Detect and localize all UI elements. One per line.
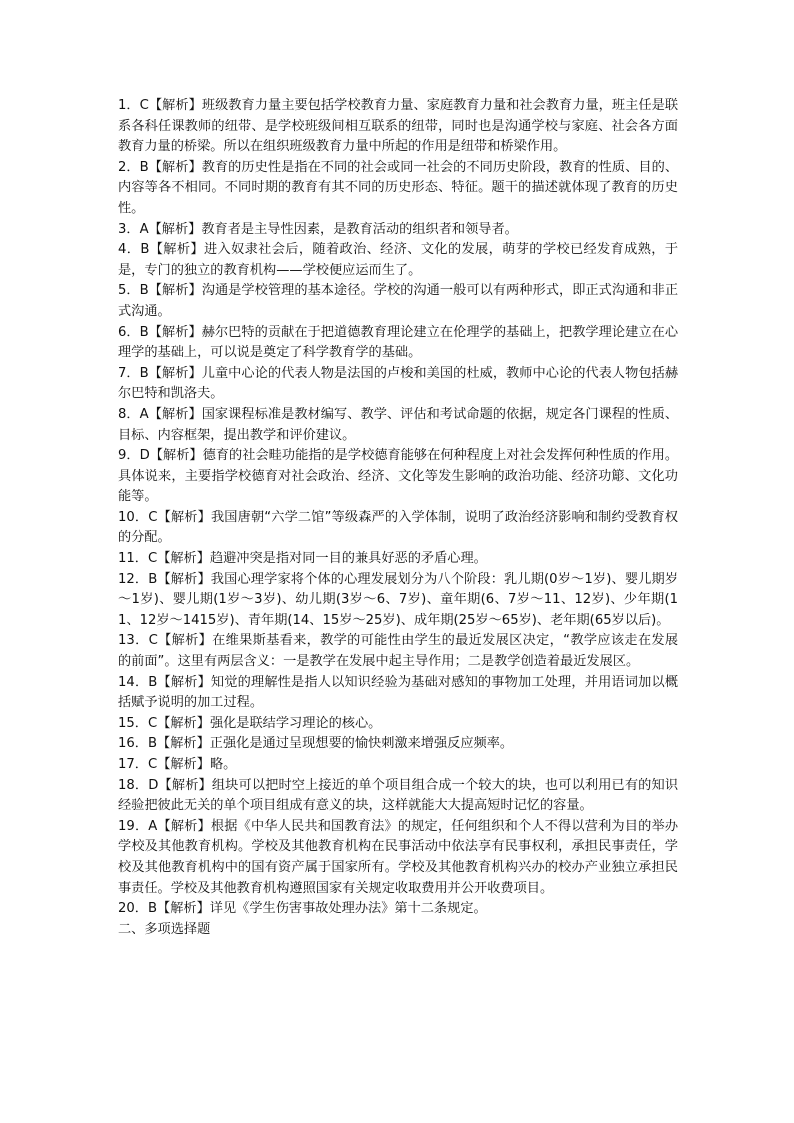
answer-key: B [139,283,149,299]
analysis-text: 强化是联结学习理论的核心。 [209,715,382,731]
answer-number: 16． [118,736,148,752]
analysis-tag: 【解析】 [148,221,202,237]
analysis-text: 国家课程标准是教材编写、教学、评估和考试命题的依据，规定各门课程的性质、目标、内容框架，提出教学和评价建议。 [118,406,679,443]
answer-item [118,549,678,570]
answer-item [118,446,678,508]
answer-number: 7． [118,365,140,381]
answer-key: A [139,406,149,422]
answer-key: B [147,901,158,917]
answer-key: B [148,571,158,587]
analysis-tag: 【解析】 [157,509,211,525]
answer-item [118,673,678,714]
answer-key: A [139,221,149,237]
answer-item [118,776,678,817]
answer-key: B [139,324,149,340]
analysis-tag: 【解析】 [157,757,210,772]
analysis-tag: 【解析】 [149,242,204,258]
analysis-text: 进入奴隶社会后，随着政治、经济、文化的发展，萌芽的学校已经发育成熟，于是，专门的独立的教育机构——学校便应运而生了。 [118,242,679,278]
answer-item [118,405,678,446]
answer-key: B [139,365,149,381]
analysis-tag: 【解析】 [157,715,210,731]
analysis-text: 组块可以把时空上接近的单个项目组合成一个较大的块，也可以利用已有的知识经验把彼此无关的单个项目组成有意义的块，这样就能大大提高短时记忆的容量。 [118,777,679,814]
answer-item [118,714,678,735]
answer-item [118,817,678,899]
answer-item [118,734,678,755]
analysis-text: 略。 [209,757,237,772]
answer-key: D [139,448,150,464]
analysis-text: 教育的历史性是指在不同的社会或同一社会的不同历史阶段，教育的性质、目的、内容等各不相同。不同时期的教育有其不同的历史形态、特征。题干的描述就体现了教育的历史性。 [118,159,679,216]
answer-key: C [139,98,149,113]
answer-key: A [148,818,158,834]
answer-number: 17． [118,757,148,772]
answer-number: 19． [118,818,149,834]
analysis-tag: 【解析】 [157,818,211,834]
answer-number: 4． [118,242,141,258]
analysis-text: 教育者是主导性因素，是教育活动的组织者和领导者。 [201,221,518,237]
analysis-text: 我国唐朝“六学二馆”等级森严的入学体制，说明了政治经济影响和制约受教育权的分配。 [118,509,679,546]
answer-key: C [147,757,158,772]
analysis-text: 趋避冲突是指对同一目的兼具好恶的矛盾心理。 [209,551,487,567]
answer-item [118,96,678,158]
answer-item [118,220,678,241]
answer-key: B [140,242,150,258]
analysis-text: 根据《中华人民共和国教育法》的规定，任何组织和个人不得以营利为目的举办学校及其他教育机构。学校及其他教育机构在民事活动中依法享有民事权利，承担民事责任，学校及其他教育机构中的国有资产属于国家所有。学校及其他教育机构兴办的校办产业独立承担民事责任。学校及其他教育机构遵照国家有关规定收取费用并公开收费项目。 [118,818,679,896]
answer-key: C [147,551,158,567]
answer-list [118,96,678,920]
answer-item [118,508,678,549]
analysis-tag: 【解析】 [157,633,213,649]
answer-number: 20． [118,901,148,917]
analysis-text: 知觉的理解性是指人以知识经验为基础对感知的事物加工处理，并用语词加以概括赋予说明的加工过程。 [118,674,679,711]
answer-key: B [148,674,158,690]
analysis-text: 班级教育力量主要包括学校教育力量、家庭教育力量和社会教育力量，班主任是联系各科任课教师的纽带、是学校班级间相互联系的纽带，同时也是沟通学校与家庭、社会各方面教育力量的桥梁。所以在组织班级教育力量中所起的作用是纽带和桥梁作用。 [118,98,679,155]
analysis-text: 在维果斯基看来，教学的可能性由学生的最近发展区决定，“教学应该走在发展的前面”。这里有两层含义：一是教学在发展中起主导作用；二是教学创造着最近发展区。 [118,633,679,670]
section-heading: 二、多项选择题 [118,921,211,937]
answer-key: B [147,736,158,752]
answer-number: 13． [118,633,149,649]
analysis-text: 儿童中心论的代表人物是法国的卢梭和美国的杜威，教师中心论的代表人物包括赫尔巴特和凯洛夫。 [118,365,679,402]
answer-number: 8． [118,406,140,422]
analysis-tag: 【解析】 [157,571,211,587]
analysis-text: 我国心理学家将个体的心理发展划分为八个阶段：乳儿期(0岁～1岁)、婴儿期岁～1岁)、婴儿期(1岁～3岁)、幼儿期(3岁～6、7岁)、童年期(6、7岁～11、12岁)、少年期(11、12岁～1415岁)、青年期(14、15岁～25岁)、成年期(25岁～65岁)、老年期(65岁以后)。 [118,571,679,628]
analysis-text: 赫尔巴特的贡献在于把道德教育理论建立在伦理学的基础上，把教学理论建立在心理学的基础上，可以说是奠定了科学教育学的基础。 [118,324,679,361]
analysis-text: 正强化是通过呈现想要的愉快刺激来增强反应频率。 [209,736,514,752]
answer-key: C [147,715,158,731]
answer-item [118,570,678,632]
answer-number: 10． [118,509,149,525]
analysis-tag: 【解析】 [148,365,202,381]
analysis-tag: 【解析】 [148,98,202,113]
answer-number: 6． [118,324,140,340]
answer-key: C [148,633,158,649]
answer-key: B [139,159,149,175]
answer-number: 14． [118,674,149,690]
analysis-tag: 【解析】 [158,777,212,793]
analysis-tag: 【解析】 [149,448,203,464]
answer-number: 5． [118,283,140,299]
answer-number: 2． [118,159,140,175]
analysis-tag: 【解析】 [148,406,202,422]
analysis-text: 沟通是学校管理的基本途径。学校的沟通一般可以有两种形式，即正式沟通和非正式沟通。 [118,283,679,319]
answer-number: 15． [118,715,148,731]
answer-item [118,899,678,920]
analysis-tag: 【解析】 [148,324,202,340]
answer-item [118,364,678,405]
analysis-text: 德育的社会畦功能指的是学校德育能够在何种程度上对社会发挥何种性质的作用。具体说来，主要指学校德育对社会政治、经济、文化等发生影响的政治功能、经济功簓、文化功能等。 [118,448,679,505]
analysis-text: 详见《学生伤害事故处理办法》第十二条规定。 [209,901,487,917]
analysis-tag: 【解析】 [148,283,202,299]
answer-item [118,158,678,220]
analysis-tag: 【解析】 [157,901,210,917]
analysis-tag: 【解析】 [157,674,211,690]
analysis-tag: 【解析】 [157,736,210,752]
answer-key: D [148,777,159,793]
answer-number: 3． [118,221,140,237]
answer-item [118,281,678,322]
answer-number: 12． [118,571,149,587]
document-page [118,96,678,940]
answer-number: 9． [118,448,140,464]
analysis-tag: 【解析】 [148,159,202,175]
answer-key: C [148,509,158,525]
answer-item [118,323,678,364]
answer-number: 1． [118,98,140,113]
answer-number: 11． [118,551,148,567]
answer-number: 18． [118,777,149,793]
answer-item [118,631,678,672]
analysis-tag: 【解析】 [157,551,210,567]
answer-item [118,755,678,776]
answer-item [118,240,678,281]
